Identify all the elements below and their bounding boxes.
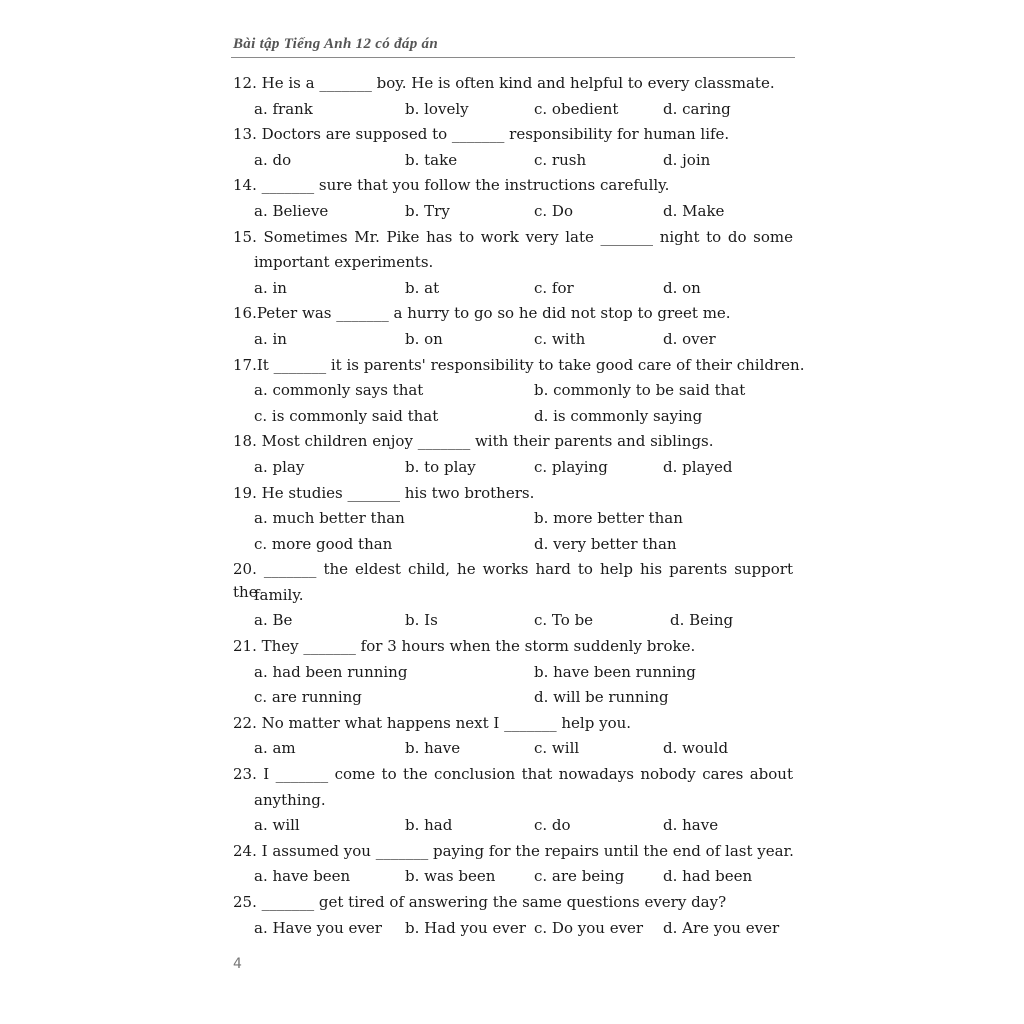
question-22-stem: 22. No matter what happens next I _______ help you. — [233, 713, 632, 732]
option-d: d. would — [663, 739, 729, 758]
option-d: d. join — [663, 150, 711, 169]
option-a: a. frank — [254, 99, 313, 118]
option-a: a. in — [254, 278, 287, 297]
option-a: a. do — [254, 150, 292, 169]
option-d: d. very better than — [534, 534, 677, 553]
question-19-options-row-2 — [233, 533, 793, 556]
option-b: b. at — [405, 278, 440, 297]
question-13-stem: 13. Doctors are supposed to _______ responsibility for human life. — [233, 125, 730, 144]
option-c: c. is commonly said that — [254, 406, 439, 425]
question-21-stem: 21. They _______ for 3 hours when the storm suddenly broke. — [233, 637, 696, 656]
question-23-stem: 23. I _______ come to the conclusion that nowadays nobody cares about — [233, 765, 793, 784]
question-12-options — [233, 98, 793, 121]
option-c: c. with — [534, 329, 586, 348]
option-b: b. was been — [405, 867, 496, 886]
option-a: a. in — [254, 329, 287, 348]
option-b: b. have — [405, 739, 461, 758]
question-24-options — [233, 865, 793, 888]
option-c: c. To be — [534, 611, 594, 630]
question-15-options — [233, 277, 793, 300]
question-18-options — [233, 456, 793, 479]
option-a: a. play — [254, 457, 305, 476]
option-a: a. have been — [254, 867, 351, 886]
option-b: b. had — [405, 816, 453, 835]
option-b: b. Is — [405, 611, 438, 630]
question-18-stem: 18. Most children enjoy _______ with their parents and siblings. — [233, 432, 714, 451]
question-24-stem: 24. I assumed you _______ paying for the repairs until the end of last year. — [233, 841, 794, 860]
option-d: d. have — [663, 816, 719, 835]
option-d: d. had been — [663, 867, 753, 886]
option-c: c. more good than — [254, 534, 393, 553]
question-22-options — [233, 737, 793, 760]
option-b: b. commonly to be said that — [534, 381, 746, 400]
question-17-options-row-2 — [233, 405, 793, 428]
option-a: a. am — [254, 739, 296, 758]
option-b: b. more better than — [534, 509, 683, 528]
option-a: a. will — [254, 816, 300, 835]
option-b: b. have been running — [534, 662, 696, 681]
option-d: d. will be running — [534, 688, 669, 707]
option-c: c. are being — [534, 867, 625, 886]
header-title: Bài tập Tiếng Anh 12 có đáp án — [233, 36, 438, 52]
question-25-options — [233, 917, 793, 940]
question-14-options — [233, 200, 793, 223]
option-c: c. playing — [534, 457, 608, 476]
option-b: b. take — [405, 150, 458, 169]
option-c: c. obedient — [534, 99, 619, 118]
header-divider — [231, 57, 795, 58]
question-12-stem: 12. He is a _______ boy. He is often kind and helpful to every classmate. — [233, 74, 775, 92]
option-d: d. is commonly saying — [534, 406, 703, 425]
option-c: c. Do you ever — [534, 918, 644, 937]
option-a: a. had been running — [254, 662, 408, 681]
question-15-stem: 15. Sometimes Mr. Pike has to work very late _______ night to do some — [233, 227, 793, 246]
question-19-stem: 19. He studies _______ his two brothers. — [233, 483, 535, 502]
option-a: a. Have you ever — [254, 918, 382, 937]
option-d: d. Being — [670, 611, 734, 630]
question-list — [233, 72, 805, 942]
option-d: d. over — [663, 329, 716, 348]
option-b: b. on — [405, 329, 443, 348]
option-c: c. are running — [254, 688, 362, 707]
question-20-stem-continued: family. — [254, 585, 304, 604]
question-13-options — [233, 149, 793, 172]
question-21-options-row-2 — [233, 686, 793, 709]
option-d: d. played — [663, 457, 733, 476]
option-a: a. Be — [254, 611, 293, 630]
option-a: a. much better than — [254, 509, 405, 528]
question-21-options-row-1 — [233, 661, 793, 684]
option-d: d. Make — [663, 201, 725, 220]
option-c: c. Do — [534, 201, 573, 220]
question-20-options — [233, 609, 793, 632]
option-b: b. to play — [405, 457, 476, 476]
question-16-options — [233, 328, 793, 351]
option-d: d. Are you ever — [663, 918, 780, 937]
option-a: a. Believe — [254, 201, 329, 220]
question-17-stem: 17.It _______ it is parents' responsibility to take good care of their children. — [233, 355, 805, 374]
option-c: c. do — [534, 816, 571, 835]
question-16-stem: 16.Peter was _______ a hurry to go so he did not stop to greet me. — [233, 304, 731, 323]
option-b: b. Had you ever — [405, 918, 526, 937]
page-number: 4 — [233, 956, 242, 972]
option-b: b. lovely — [405, 99, 469, 118]
option-b: b. Try — [405, 201, 450, 220]
option-a: a. commonly says that — [254, 381, 424, 400]
question-25-stem: 25. _______ get tired of answering the same questions every day? — [233, 893, 727, 911]
question-14-stem: 14. _______ sure that you follow the instructions carefully. — [233, 176, 670, 195]
question-15-stem-continued: important experiments. — [254, 253, 434, 272]
question-17-options-row-1 — [233, 379, 793, 402]
question-23-options — [233, 814, 793, 837]
option-c: c. will — [534, 739, 580, 758]
question-23-stem-continued: anything. — [254, 790, 326, 809]
option-c: c. rush — [534, 150, 587, 169]
option-c: c. for — [534, 278, 574, 297]
option-d: d. on — [663, 278, 701, 297]
question-20-stem: 20. _______ the eldest child, he works hard to help his parents support the — [233, 560, 793, 602]
option-d: d. caring — [663, 99, 731, 118]
question-19-options-row-1 — [233, 507, 793, 530]
